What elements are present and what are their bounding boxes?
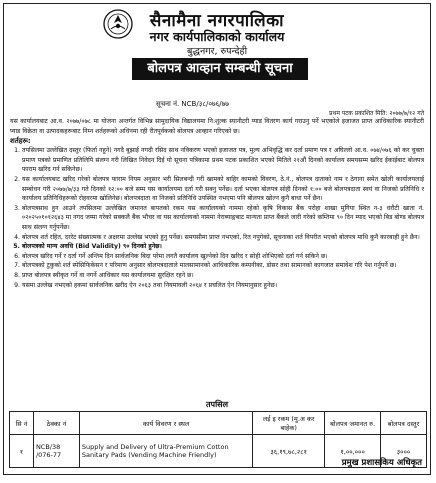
condition-item: 1. तपसिलमा उल्लेखित दस्तुर (फिर्ता नहुने) नगदै बुझाई नगदी रसिद साथ नविकरण भएको इजाजत पत्र, मुल्य अभिवृद्धि कर दर्ता प्रमाण पत्र र अघिल्लो आ.व. ०७४/०७६ को कर चुक्ता प्रमाण पत्रको प्रमाणित प्रतिलिपि संलग्न गरी लिखित निवेदन दिई यो सूचना पत्रिकामा प्रथम पटक प्रकाशित भएको मितिले २१औं दिनको कार्यालय समयसम्म खरिद ईकाईबाट बोलपत्र फाराम खरिद गर्न सकिनेछ। — [22, 146, 424, 175]
condition-item: 2. यस कार्यालयबाट खरिद गरेको बोलपत्र फाराम नियम अनुसार भरी सिलबन्दी गरी खामको बाहिर कामको विवरण, ठे.नं., बोलपत्र दाताको नाम र ठेगाना समेत खोली कार्यालयलाई सम्बोधन गरी २०७७/७/३३ गते दिनको १२:०० बजे सम्म यस कार्यालयमा दर्ता गरी सक्नु पर्नेछ। दर्ता भएका बोलपत्र सोही दिनको १:०० बजे बोलपत्रदाता स्वयं वा निजको प्रतिनिधि र कार्यालय प्रतिनिधिहरूको रोहवरमा खोलिनेछ। बोलपत्रदाता वा निजको प्रतिनिधि उपस्थित नभएमा पनि बोलपत्र खोल्न कुनै बाधा पर्ने छैन। — [22, 175, 424, 204]
notice-reference: सूचना नं. NCB/३८/०७६/७७ — [156, 100, 229, 108]
column-header: ठेक्का नं — [33, 412, 79, 435]
work-description-cell: Supply and Delivery of Ultra-Premium Cotton Sanitary Pads (Vending Machine Friendly) — [79, 435, 252, 468]
condition-item: 4. बोलपत्र शर्त रहित, दररेट संख्यात्मक र अक्षरमा उल्लेख भएको हुनु पर्नेछ। समयसीमा प्राप्त नभएको, रित नपुगेको, सूचनाका शर्त विपरीत भएको बोलपत्र माथि कुनै कारबाही हुने छैन। — [22, 233, 424, 243]
conditions-list — [10, 146, 424, 290]
condition-item: 5. बोलपत्रको मान्य अवधि (Bid Validity) ९० दिनको हुनेछ। — [22, 242, 424, 252]
column-header: बोलपत्र जमानत रु. — [325, 412, 381, 435]
bid-fee-cell: ३००० — [381, 435, 427, 468]
contract-number-cell: NCB/38 /076-77 — [33, 435, 79, 468]
serial-cell: १ — [10, 435, 34, 468]
intro-paragraph: यस कार्यालयबाट आ.व. २०७७/०७८ मा योजना अन्तर्गत विभिन्न सामुदायिक विद्यालयमा नि:शुल्क स्यानीटरी प्याड वितरण कार्य गराउनु पर्ने भएकोले इजाजत प्राप्त आधिकारिक स्यानीटरी प्याड विक्रेता वा उत्पादकहरूबाट निम्न शर्तहरूको अधिनमा रही रीतपूर्वकको बोलपत्र आव्हान गरिएको छ। — [10, 118, 424, 135]
notice-title: बोलपत्र आव्हान सम्बन्धी सूचना — [132, 58, 308, 80]
condition-item: 8. प्राप्त बोलपत्र स्वीकृत गर्ने वा नगर्ने आधिकार यस कार्यालयमा सुरक्षित रहने छ। — [22, 271, 424, 281]
condition-item: 6. बोलपत्र खरिद गर्ने र दर्ता गर्ने अन्तिम दिन सार्वजनिक बिदा परेमा लगतै कार्यालय खुल्नेको दिन खरिद र सोही शोभिएको दर्ता गर्न सकिने छ। — [22, 252, 424, 262]
notice-body — [10, 117, 424, 290]
condition-item: 7. बोलपत्रको टुकुको शर्त स्पेसिफिकेसन र परिमाण अनुसार बोलपत्रदाताले मालसामानको आधिकारिक कम्पनीका, डोसर तथा सामानको कागजात समावेश गरि पेश गर्नुपर्ने छ। — [22, 261, 424, 271]
conditions-heading: शर्तहरू: — [10, 137, 31, 146]
column-header: लई इ रकम (मु.अ कर बाहेक) — [253, 412, 325, 435]
column-header: बोलपत्र दस्तुर — [381, 412, 427, 435]
office-address: बुद्धनगर, रुपन्देही — [186, 46, 248, 57]
notice-page — [3, 3, 431, 475]
column-header: कार्य विवरण र स्थल — [79, 412, 252, 435]
estimate-amount-cell: ३६,१९,७८,२८१ — [253, 435, 325, 468]
column-header: सि नं — [10, 412, 34, 435]
condition-item: 3. बोलपत्रसाथ हुन आउने तपसिलमा उल्लेखित जमानत बापतको रकम यस कार्यालयको नाममा रहेको कृषि विकास बैंक परोहा शाखा मुगिया स्थित न-३ धरौटी खाता नं. ०२०२५०१०१२६४३ मा नगद जम्मा गरेको सक्कलै बैंक भौचर वा यस कार्यालयको नाममा नेराब्याङ्गबाट मान्यता प्राप्त बैंकले जारी गरेको कम्तिमा ९० दिन म्याद भएको बिड बोण्ड बोलपत्र साथ संलग्न गर्नुपर्नेछ। — [22, 204, 424, 233]
bid-security-cell: १,००,००० — [325, 435, 381, 468]
office-name: नगर कार्यपालिकाको कार्यालय — [149, 29, 285, 44]
condition-item: 9. यसमा उल्लेख नभएको हकमा सार्वजनिक खरीद ऐन २०६३ तथा नियमावली २०६४ र प्रचलित ऐन नियमानुसार हुनेछ। — [22, 281, 424, 291]
signature-title: प्रमुख प्रशासकिय अधिकृत — [341, 458, 422, 468]
publish-date: प्रथम पटक प्रकाशित मिति: २०७७/७/१२ गते — [329, 110, 424, 117]
municipality-name: सैनामैना नगरपालिका — [149, 11, 285, 31]
table-header-row — [10, 412, 427, 435]
table-caption: तपसिल — [205, 400, 228, 409]
